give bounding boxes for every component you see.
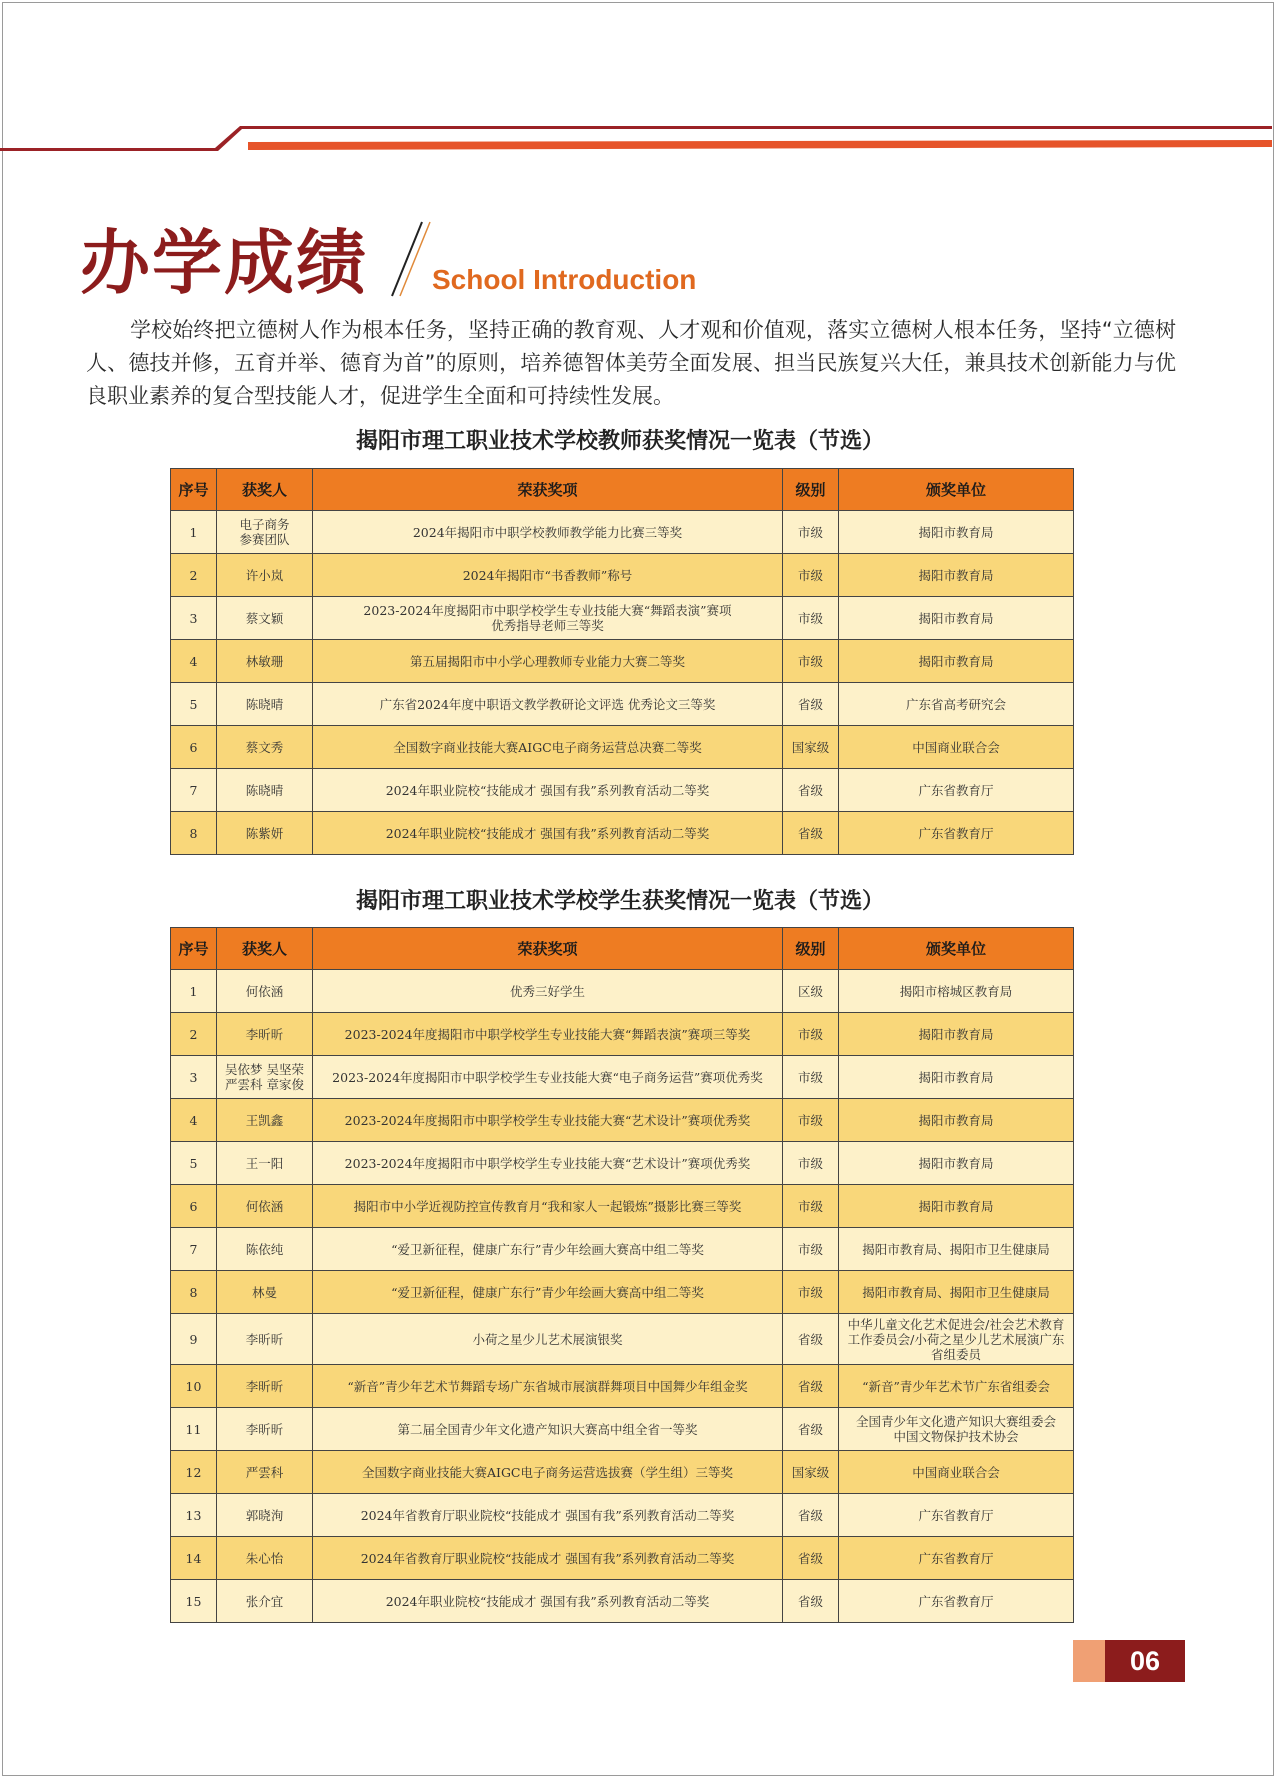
cell-winner: 林曼: [217, 1271, 313, 1314]
cell-issuer: 揭阳市榕城区教育局: [839, 970, 1074, 1013]
cell-award: 2023-2024年度揭阳市中职学校学生专业技能大赛“艺术设计”赛项优秀奖: [313, 1099, 783, 1142]
cell-award: 第五届揭阳市中小学心理教师专业能力大赛二等奖: [313, 640, 783, 683]
cell-index: 15: [171, 1580, 217, 1623]
table-row: [171, 1408, 1074, 1451]
cell-index: 3: [171, 1056, 217, 1099]
cell-index: 2: [171, 554, 217, 597]
cell-award: 广东省2024年度中职语文教学教研论文评选 优秀论文三等奖: [313, 683, 783, 726]
table-row: [171, 1056, 1074, 1099]
cell-level: 市级: [783, 554, 839, 597]
cell-winner: 郭晓洵: [217, 1494, 313, 1537]
table-row: [171, 1185, 1074, 1228]
cell-issuer: 揭阳市教育局、揭阳市卫生健康局: [839, 1228, 1074, 1271]
cell-issuer: 广东省教育厅: [839, 812, 1074, 855]
cell-award: 全国数字商业技能大赛AIGC电子商务运营选拔赛（学生组）三等奖: [313, 1451, 783, 1494]
table-row: [171, 1365, 1074, 1408]
table-row: [171, 1314, 1074, 1365]
cell-level: 国家级: [783, 1451, 839, 1494]
cell-award: 2024年揭阳市中职学校教师教学能力比赛三等奖: [313, 511, 783, 554]
column-header-award: 荣获奖项: [313, 469, 783, 511]
cell-issuer: 揭阳市教育局: [839, 1056, 1074, 1099]
cell-winner: 陈紫妍: [217, 812, 313, 855]
cell-level: 省级: [783, 1580, 839, 1623]
cell-level: 省级: [783, 1537, 839, 1580]
cell-winner: 电子商务 参赛团队: [217, 511, 313, 554]
table-row: [171, 726, 1074, 769]
table-row: [171, 769, 1074, 812]
page-number-accent: [1073, 1640, 1105, 1682]
table-row: [171, 812, 1074, 855]
title-slash-icon: [388, 220, 432, 300]
cell-award: 2024年省教育厅职业院校“技能成才 强国有我”系列教育活动二等奖: [313, 1494, 783, 1537]
cell-issuer: 中华儿童文化艺术促进会/社会艺术教育 工作委员会/小荷之星少儿艺术展演广东 省组委员: [839, 1314, 1074, 1365]
column-header-award: 荣获奖项: [313, 928, 783, 970]
section-subtitle: School Introduction: [432, 264, 697, 295]
cell-index: 11: [171, 1408, 217, 1451]
cell-issuer: 揭阳市教育局: [839, 640, 1074, 683]
cell-winner: 何依涵: [217, 970, 313, 1013]
cell-issuer: 全国青少年文化遗产知识大赛组委会 中国文物保护技术协会: [839, 1408, 1074, 1451]
cell-winner: 王一阳: [217, 1142, 313, 1185]
cell-award: 揭阳市中小学近视防控宣传教育月“我和家人一起锻炼”摄影比赛三等奖: [313, 1185, 783, 1228]
cell-index: 14: [171, 1537, 217, 1580]
cell-level: 市级: [783, 640, 839, 683]
cell-award: 2023-2024年度揭阳市中职学校学生专业技能大赛“电子商务运营”赛项优秀奖: [313, 1056, 783, 1099]
table-row: [171, 1142, 1074, 1185]
cell-award: 2023-2024年度揭阳市中职学校学生专业技能大赛“舞蹈表演”赛项三等奖: [313, 1013, 783, 1056]
table-row: [171, 554, 1074, 597]
cell-winner: 严雲科: [217, 1451, 313, 1494]
cell-index: 8: [171, 1271, 217, 1314]
cell-level: 市级: [783, 597, 839, 640]
column-header-index: 序号: [171, 469, 217, 511]
cell-award: “新音”青少年艺术节舞蹈专场广东省城市展演群舞项目中国舞少年组金奖: [313, 1365, 783, 1408]
cell-winner: 许小岚: [217, 554, 313, 597]
cell-award: 2024年职业院校“技能成才 强国有我”系列教育活动二等奖: [313, 769, 783, 812]
cell-index: 5: [171, 683, 217, 726]
cell-award: 全国数字商业技能大赛AIGC电子商务运营总决赛二等奖: [313, 726, 783, 769]
cell-issuer: 揭阳市教育局、揭阳市卫生健康局: [839, 1271, 1074, 1314]
column-header-issuer: 颁奖单位: [839, 928, 1074, 970]
cell-index: 1: [171, 511, 217, 554]
cell-award: 第二届全国青少年文化遗产知识大赛高中组全省一等奖: [313, 1408, 783, 1451]
cell-winner: 陈晓晴: [217, 769, 313, 812]
cell-level: 省级: [783, 683, 839, 726]
cell-level: 区级: [783, 970, 839, 1013]
cell-issuer: 揭阳市教育局: [839, 1013, 1074, 1056]
cell-issuer: 揭阳市教育局: [839, 1099, 1074, 1142]
cell-award: 2024年职业院校“技能成才 强国有我”系列教育活动二等奖: [313, 812, 783, 855]
page-number: 06: [1105, 1640, 1185, 1682]
student-awards-table: [170, 927, 1074, 1623]
column-header-level: 级别: [783, 928, 839, 970]
cell-winner: 李昕昕: [217, 1365, 313, 1408]
cell-issuer: 广东省教育厅: [839, 1537, 1074, 1580]
table-row: [171, 1537, 1074, 1580]
cell-award: 2024年职业院校“技能成才 强国有我”系列教育活动二等奖: [313, 1580, 783, 1623]
cell-level: 省级: [783, 1314, 839, 1365]
cell-winner: 张介宜: [217, 1580, 313, 1623]
cell-issuer: 中国商业联合会: [839, 1451, 1074, 1494]
intro-text: 学校始终把立德树人作为根本任务，坚持正确的教育观、人才观和价值观，落实立德树人根本任务，坚持“立德树人、德技并修，五育并举、德育为首”的原则，培养德智体美劳全面发展、担当民族复兴大任，兼具技术创新能力与优良职业素养的复合型技能人才，促进学生全面和可持续性发展。: [86, 318, 1176, 408]
cell-issuer: “新音”青少年艺术节广东省组委会: [839, 1365, 1074, 1408]
cell-index: 1: [171, 970, 217, 1013]
table-row: [171, 1580, 1074, 1623]
table-row: [171, 1099, 1074, 1142]
cell-level: 省级: [783, 1494, 839, 1537]
cell-level: 省级: [783, 1408, 839, 1451]
cell-issuer: 广东省教育厅: [839, 1580, 1074, 1623]
column-header-level: 级别: [783, 469, 839, 511]
cell-index: 13: [171, 1494, 217, 1537]
table-header-row: [171, 928, 1074, 970]
cell-award: “爱卫新征程，健康广东行”青少年绘画大赛高中组二等奖: [313, 1228, 783, 1271]
cell-level: 市级: [783, 1142, 839, 1185]
cell-winner: 蔡文颖: [217, 597, 313, 640]
cell-issuer: 揭阳市教育局: [839, 554, 1074, 597]
cell-index: 2: [171, 1013, 217, 1056]
table-row: [171, 640, 1074, 683]
cell-level: 市级: [783, 1228, 839, 1271]
cell-index: 8: [171, 812, 217, 855]
teacher-table-title: 揭阳市理工职业技术学校教师获奖情况一览表（节选）: [355, 428, 884, 454]
cell-index: 7: [171, 1228, 217, 1271]
cell-award: 小荷之星少儿艺术展演银奖: [313, 1314, 783, 1365]
cell-award: 2024年省教育厅职业院校“技能成才 强国有我”系列教育活动二等奖: [313, 1537, 783, 1580]
cell-winner: 李昕昕: [217, 1408, 313, 1451]
cell-winner: 李昕昕: [217, 1013, 313, 1056]
table-header-row: [171, 469, 1074, 511]
cell-level: 市级: [783, 1099, 839, 1142]
cell-issuer: 揭阳市教育局: [839, 511, 1074, 554]
cell-issuer: 揭阳市教育局: [839, 1185, 1074, 1228]
cell-winner: 陈依纯: [217, 1228, 313, 1271]
cell-index: 9: [171, 1314, 217, 1365]
cell-winner: 吴依梦 吴坚荣 严雲科 章家俊: [217, 1056, 313, 1099]
table-row: [171, 1013, 1074, 1056]
cell-level: 市级: [783, 1013, 839, 1056]
cell-index: 7: [171, 769, 217, 812]
table-row: [171, 970, 1074, 1013]
cell-award: 2023-2024年度揭阳市中职学校学生专业技能大赛“艺术设计”赛项优秀奖: [313, 1142, 783, 1185]
cell-issuer: 广东省教育厅: [839, 1494, 1074, 1537]
cell-award: 2023-2024年度揭阳市中职学校学生专业技能大赛“舞蹈表演”赛项 优秀指导老师三等奖: [313, 597, 783, 640]
cell-winner: 林敏珊: [217, 640, 313, 683]
cell-index: 10: [171, 1365, 217, 1408]
cell-winner: 王凯鑫: [217, 1099, 313, 1142]
table-row: [171, 1271, 1074, 1314]
cell-issuer: 广东省高考研究会: [839, 683, 1074, 726]
table-row: [171, 683, 1074, 726]
cell-issuer: 广东省教育厅: [839, 769, 1074, 812]
cell-issuer: 揭阳市教育局: [839, 1142, 1074, 1185]
cell-index: 6: [171, 1185, 217, 1228]
cell-level: 市级: [783, 1271, 839, 1314]
cell-index: 5: [171, 1142, 217, 1185]
cell-award: “爱卫新征程，健康广东行”青少年绘画大赛高中组二等奖: [313, 1271, 783, 1314]
column-header-winner: 获奖人: [217, 469, 313, 511]
cell-winner: 朱心怡: [217, 1537, 313, 1580]
cell-level: 省级: [783, 769, 839, 812]
table-row: [171, 511, 1074, 554]
cell-winner: 陈晓晴: [217, 683, 313, 726]
table-row: [171, 1451, 1074, 1494]
cell-level: 国家级: [783, 726, 839, 769]
cell-winner: 李昕昕: [217, 1314, 313, 1365]
teacher-awards-table: [170, 468, 1074, 855]
column-header-winner: 获奖人: [217, 928, 313, 970]
student-table-title: 揭阳市理工职业技术学校学生获奖情况一览表（节选）: [355, 888, 884, 914]
cell-issuer: 揭阳市教育局: [839, 597, 1074, 640]
cell-level: 市级: [783, 1185, 839, 1228]
cell-issuer: 中国商业联合会: [839, 726, 1074, 769]
column-header-index: 序号: [171, 928, 217, 970]
header-stripes: [0, 120, 1280, 160]
cell-index: 6: [171, 726, 217, 769]
cell-index: 12: [171, 1451, 217, 1494]
cell-index: 4: [171, 640, 217, 683]
cell-award: 2024年揭阳市“书香教师”称号: [313, 554, 783, 597]
cell-level: 市级: [783, 511, 839, 554]
cell-level: 省级: [783, 1365, 839, 1408]
cell-index: 4: [171, 1099, 217, 1142]
cell-winner: 蔡文秀: [217, 726, 313, 769]
cell-winner: 何依涵: [217, 1185, 313, 1228]
table-row: [171, 597, 1074, 640]
intro-paragraph: [86, 314, 1176, 413]
section-title: 办学成绩: [80, 222, 368, 304]
cell-level: 省级: [783, 812, 839, 855]
table-row: [171, 1494, 1074, 1537]
column-header-issuer: 颁奖单位: [839, 469, 1074, 511]
header-stripe-orange: [248, 140, 1272, 150]
cell-award: 优秀三好学生: [313, 970, 783, 1013]
table-row: [171, 1228, 1074, 1271]
cell-level: 市级: [783, 1056, 839, 1099]
cell-index: 3: [171, 597, 217, 640]
